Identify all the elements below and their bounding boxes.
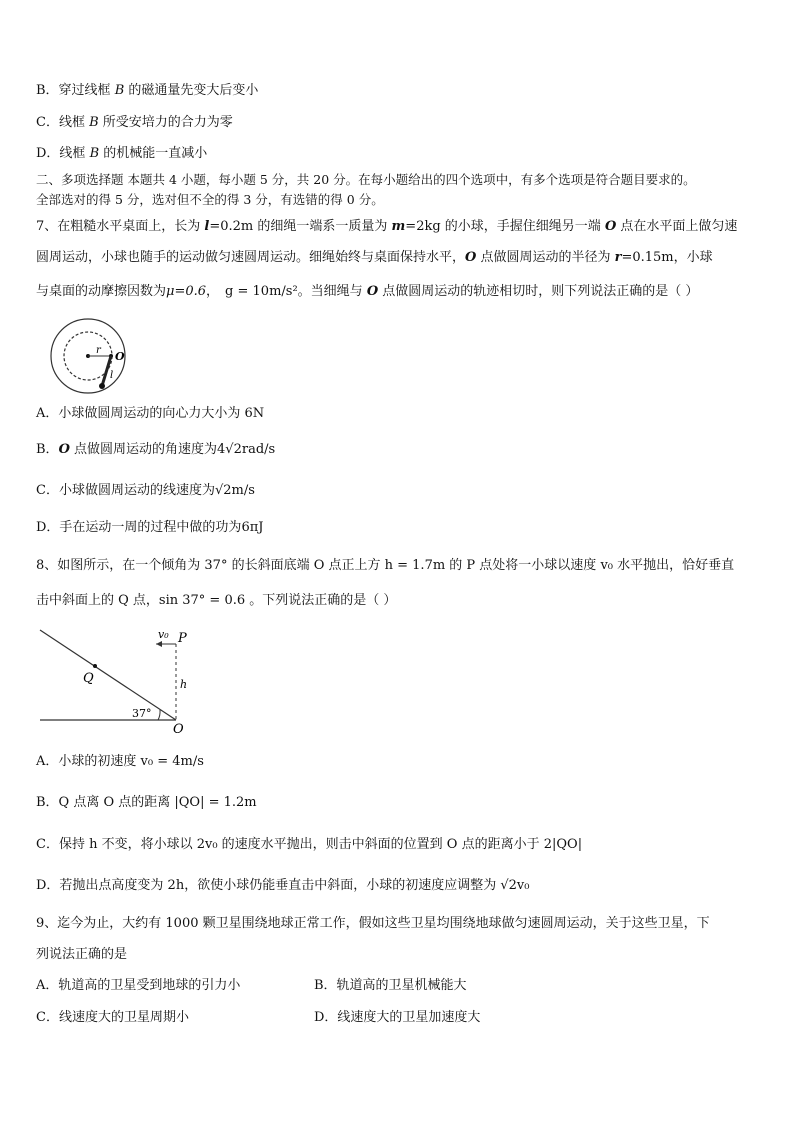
q9-stem-line1: 9、迄今为止，大约有 1000 颗卫星围绕地球正常工作，假如这些卫星均围绕地球做匀速圆周运动，关于这些卫星，下 [36, 916, 710, 931]
q7-text: 点做圆周运动的角速度为 [69, 442, 218, 457]
label-q: Q [83, 671, 94, 686]
q8-option-b: B．Q 点离 O 点的距离 |QO| = 1.2m [36, 795, 257, 810]
q8-option-d: D．若抛出点高度变为 2h，欲使小球仍能垂直击中斜面，小球的初速度应调整为 √2v₀ [36, 878, 530, 893]
q7-var-o: O [604, 219, 617, 234]
q7-text: 点做圆周运动的轨迹相切时，则下列说法正确的是（ ） [378, 284, 699, 299]
q7-text: 点做圆周运动的半径为 [476, 250, 615, 265]
q7-text: 点在水平面上做匀速 [616, 219, 738, 234]
q6-option-d [36, 145, 207, 163]
q6-option-d-post: 的机械能一直减小 [99, 146, 208, 161]
q7-stem-line2 [36, 249, 713, 267]
q9-option-d: D．线速度大的卫星加速度大 [314, 1010, 481, 1025]
q8-stem-line1: 8、如图所示，在一个倾角为 37° 的长斜面底端 O 点正上方 h = 1.7m 的 P 点处将一小球以速度 v₀ 水平抛出，恰好垂直 [36, 558, 735, 573]
q7-mu: μ=0.6 [166, 284, 207, 299]
q7-var-o: O [366, 284, 379, 299]
q6-option-c-post: 所受安培力的合力为零 [98, 115, 233, 130]
q7-option-b [36, 441, 275, 459]
angle-arc [158, 710, 160, 720]
q6-option-b-post: 的磁通量先变大后变小 [124, 83, 259, 98]
q8-option-a: A．小球的初速度 v₀ = 4m/s [36, 754, 204, 769]
q6-option-b-pre: B．穿过线框 [36, 83, 115, 98]
q7-d-value: 6πJ [241, 520, 264, 535]
q7-c-value: √2m/s [214, 483, 255, 498]
q7-option-a: A．小球做圆周运动的向心力大小为 6N [36, 406, 265, 421]
q8-option-c: C．保持 h 不变，将小球以 2v₀ 的速度水平抛出，则击中斜面的位置到 O 点的距离小于 2|QO| [36, 837, 583, 852]
q7-text: C．小球做圆周运动的线速度为 [36, 483, 215, 498]
q7-b-value: 4√2rad/s [217, 442, 276, 457]
q6-option-d-pre: D．线框 [36, 146, 90, 161]
q9-option-c: C．线速度大的卫星周期小 [36, 1010, 189, 1025]
q9-option-b: B．轨道高的卫星机械能大 [314, 978, 467, 993]
q7-text: D．手在运动一周的过程中做的功为 [36, 520, 242, 535]
q7-stem-line1 [36, 218, 737, 236]
q7-text: 圆周运动，小球也随手的运动做匀速圆周运动。细绳始终与桌面保持水平， [36, 250, 466, 265]
q8-stem-line2: 击中斜面上的 Q 点，sin 37° = 0.6 。下列说法正确的是（ ） [36, 593, 397, 608]
q7-text: B． [36, 442, 59, 457]
label-o: O [173, 722, 184, 736]
q7-option-c [36, 482, 255, 500]
q7-text: 7、在粗糙水平桌面上，长为 [36, 219, 205, 234]
q7-circle-figure [40, 316, 136, 396]
section2-line1: 二、多项选择题 本题共 4 小题，每小题 5 分，共 20 分。在每小题给出的四个选项中，有多个选项是符合题目要求的。 [36, 172, 696, 187]
point-q [93, 664, 97, 668]
q7-text: =2kg 的小球，手握住细绳另一端 [405, 219, 605, 234]
q7-text: 。当细绳与 [297, 284, 367, 299]
q6-option-b-var: B [114, 83, 125, 98]
label-r: r [96, 345, 101, 356]
section2-line2: 全部选对的得 5 分，选对但不全的得 3 分，有选错的得 0 分。 [36, 192, 384, 207]
q7-var-l: l [204, 219, 210, 234]
incline-line [40, 630, 176, 720]
label-l: l [110, 370, 114, 381]
velocity-arrowhead [156, 641, 162, 647]
q6-option-d-var: B [89, 146, 100, 161]
q6-option-b [36, 82, 258, 100]
q7-var-m: m [391, 219, 406, 234]
ball [99, 383, 105, 389]
label-angle: 37° [132, 707, 152, 720]
q7-var-o: O [465, 250, 477, 265]
label-p: P [178, 631, 187, 646]
q7-stem-line3: 与桌面的动摩擦因数为μ=0.6， g = 10m/s²。当细绳与 O 点做圆周运动的轨迹相切时，则下列说法正确的是（ ） [36, 284, 699, 299]
q7-var-r: r [614, 250, 622, 265]
q6-option-c-pre: C．线框 [36, 115, 90, 130]
q7-text: =0.2m 的细绳一端系一质量为 [209, 219, 392, 234]
label-v0: v₀ [158, 628, 169, 641]
q6-option-c [36, 114, 233, 132]
q7-text: 与桌面的动摩擦因数为 [36, 284, 167, 299]
q6-option-c-var: B [89, 115, 99, 130]
q7-option-d [36, 519, 263, 537]
q9-option-a: A．轨道高的卫星受到地球的引力小 [36, 978, 241, 993]
q7-g: g = 10m/s² [225, 284, 298, 299]
label-h: h [180, 678, 188, 691]
q7-text: =0.15m，小球 [621, 250, 713, 265]
q9-stem-line2: 列说法正确的是 [36, 947, 128, 962]
q8-incline-figure [36, 624, 196, 736]
q7-var-o: O [58, 442, 70, 457]
label-o: O [115, 350, 125, 363]
